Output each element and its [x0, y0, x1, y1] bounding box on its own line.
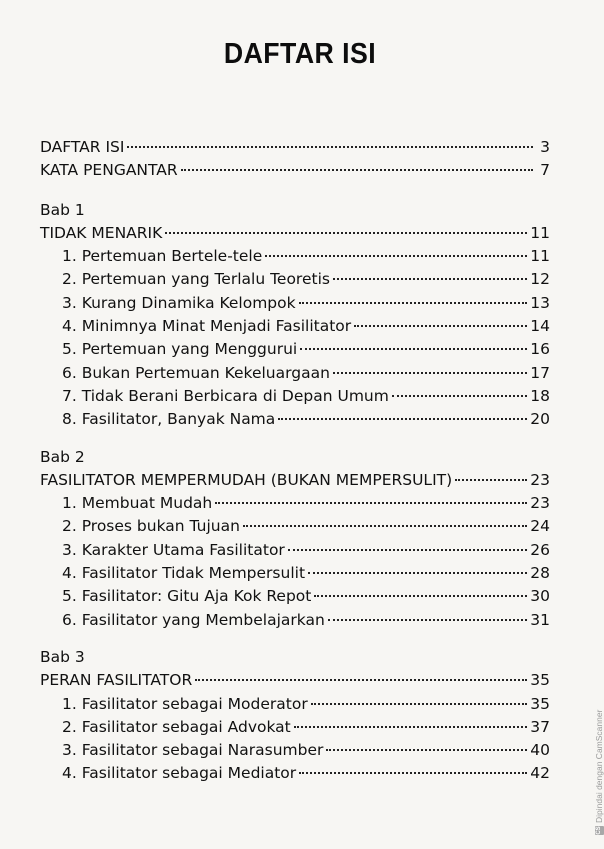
toc-entry-label: 4. Fasilitator Tidak Mempersulit: [62, 564, 306, 583]
dot-leader: [333, 372, 527, 374]
chapter-number: Bab 1: [40, 200, 85, 219]
toc-page-number: 14: [530, 317, 550, 336]
toc-item[interactable]: [40, 315, 550, 338]
toc-page-number: 31: [530, 610, 550, 629]
dot-leader: [195, 679, 527, 681]
toc-entry-label: 8. Fasilitator, Banyak Nama: [62, 410, 276, 429]
toc-item[interactable]: [40, 762, 550, 785]
toc-page-number: 35: [530, 671, 550, 690]
toc-item[interactable]: [40, 539, 550, 562]
toc-entry-label: PERAN FASILITATOR: [40, 671, 193, 690]
toc-entry-label: 2. Proses bukan Tujuan: [62, 517, 240, 536]
toc-page-number: 28: [530, 564, 550, 583]
dot-leader: [181, 169, 533, 171]
toc-entry-label: 7. Tidak Berani Berbicara di Depan Umum: [62, 386, 389, 405]
toc-entry-label: 3. Fasilitator sebagai Narasumber: [62, 741, 324, 760]
toc-item[interactable]: [40, 585, 550, 608]
toc-chapter-title[interactable]: [40, 222, 550, 245]
dot-leader: [455, 479, 527, 481]
dot-leader: [265, 255, 527, 257]
toc-entry-label: 2. Fasilitator sebagai Advokat: [62, 717, 291, 736]
toc-page-number: 20: [530, 410, 550, 429]
dot-leader: [308, 572, 527, 574]
toc-page-number: 16: [530, 340, 550, 359]
section-gap: [40, 183, 550, 199]
dot-leader: [354, 325, 527, 327]
dot-leader: [299, 302, 528, 304]
toc-item[interactable]: [40, 739, 550, 762]
dot-leader: [333, 278, 527, 280]
dot-leader: [328, 619, 527, 621]
toc-page-number: 11: [530, 247, 550, 266]
table-of-contents: [40, 136, 550, 786]
toc-entry-label: 4. Fasilitator sebagai Mediator: [62, 764, 297, 783]
toc-page-number: 11: [530, 223, 550, 242]
toc-entry-label: 6. Fasilitator yang Membelajarkan: [62, 610, 325, 629]
toc-entry-label: DAFTAR ISI: [40, 138, 125, 156]
toc-page-number: 30: [530, 587, 550, 606]
toc-entry-label: TIDAK MENARIK: [40, 223, 163, 242]
toc-chapter-title[interactable]: [40, 469, 550, 492]
toc-entry-label: 1. Membuat Mudah: [62, 494, 213, 513]
dot-leader: [392, 395, 527, 397]
toc-item[interactable]: [40, 245, 550, 268]
toc-page-number: 12: [530, 270, 550, 289]
toc-page-number: 18: [530, 386, 550, 405]
toc-page-number: 42: [530, 764, 550, 783]
toc-page-number: 13: [530, 293, 550, 312]
camscanner-logo-icon: CS: [595, 826, 602, 835]
toc-page-number: 35: [530, 694, 550, 713]
section-gap: [40, 632, 550, 646]
toc-item[interactable]: [40, 408, 550, 431]
toc-item[interactable]: [40, 492, 550, 515]
toc-item[interactable]: [40, 693, 550, 716]
toc-entry-label: 1. Pertemuan Bertele-tele: [62, 247, 263, 266]
toc-page-number: 23: [530, 470, 550, 489]
toc-page-number: 24: [530, 517, 550, 536]
dot-leader: [288, 549, 527, 551]
dot-leader: [299, 772, 527, 774]
toc-page-number: 37: [530, 717, 550, 736]
toc-entry-label: 4. Minimnya Minat Menjadi Fasilitator: [62, 317, 352, 336]
toc-page-number: 40: [530, 741, 550, 760]
dot-leader: [215, 502, 527, 504]
dot-leader: [300, 348, 527, 350]
toc-item[interactable]: [40, 292, 550, 315]
toc-entry-daftar-isi[interactable]: [40, 136, 550, 159]
toc-entry-label: 6. Bukan Pertemuan Kekeluargaan: [62, 363, 330, 382]
toc-item[interactable]: [40, 609, 550, 632]
section-gap: [40, 432, 550, 446]
toc-page-number: 23: [530, 494, 550, 513]
dot-leader: [294, 726, 528, 728]
dot-leader: [127, 146, 533, 148]
toc-page-number: 7: [540, 161, 550, 180]
toc-item[interactable]: [40, 515, 550, 538]
toc-item[interactable]: [40, 385, 550, 408]
toc-entry-label: 3. Kurang Dinamika Kelompok: [62, 293, 296, 312]
toc-item[interactable]: [40, 716, 550, 739]
dot-leader: [165, 232, 527, 234]
toc-item[interactable]: [40, 268, 550, 291]
toc-entry-label: KATA PENGANTAR: [40, 161, 178, 180]
watermark-text: Dipindai dengan CamScanner: [594, 709, 604, 823]
toc-entry-label: FASILITATOR MEMPERMUDAH (BUKAN MEMPERSULIT): [40, 470, 453, 489]
chapter-number: Bab 3: [40, 647, 85, 666]
toc-entry-label: 2. Pertemuan yang Terlalu Teoretis: [62, 270, 330, 289]
toc-item[interactable]: [40, 338, 550, 361]
toc-entry-label: 1. Fasilitator sebagai Moderator: [62, 694, 308, 713]
dot-leader: [311, 703, 528, 705]
toc-page-number: 17: [530, 363, 550, 382]
dot-leader: [314, 595, 527, 597]
toc-item[interactable]: [40, 362, 550, 385]
toc-chapter-title[interactable]: [40, 669, 550, 692]
toc-page-number: 26: [530, 540, 550, 559]
toc-page-number: 3: [540, 138, 550, 156]
chapter-number: Bab 2: [40, 447, 85, 466]
toc-entry-label: 3. Karakter Utama Fasilitator: [62, 540, 285, 559]
toc-entry-label: 5. Fasilitator: Gitu Aja Kok Repot: [62, 587, 312, 606]
toc-entry-kata-pengantar[interactable]: [40, 159, 550, 182]
toc-item[interactable]: [40, 562, 550, 585]
toc-entry-label: 5. Pertemuan yang Menggurui: [62, 340, 298, 359]
dot-leader: [243, 525, 527, 527]
scanner-watermark: [582, 665, 604, 840]
page-title: DAFTAR ISI: [223, 38, 377, 70]
dot-leader: [278, 418, 527, 420]
dot-leader: [326, 749, 527, 751]
